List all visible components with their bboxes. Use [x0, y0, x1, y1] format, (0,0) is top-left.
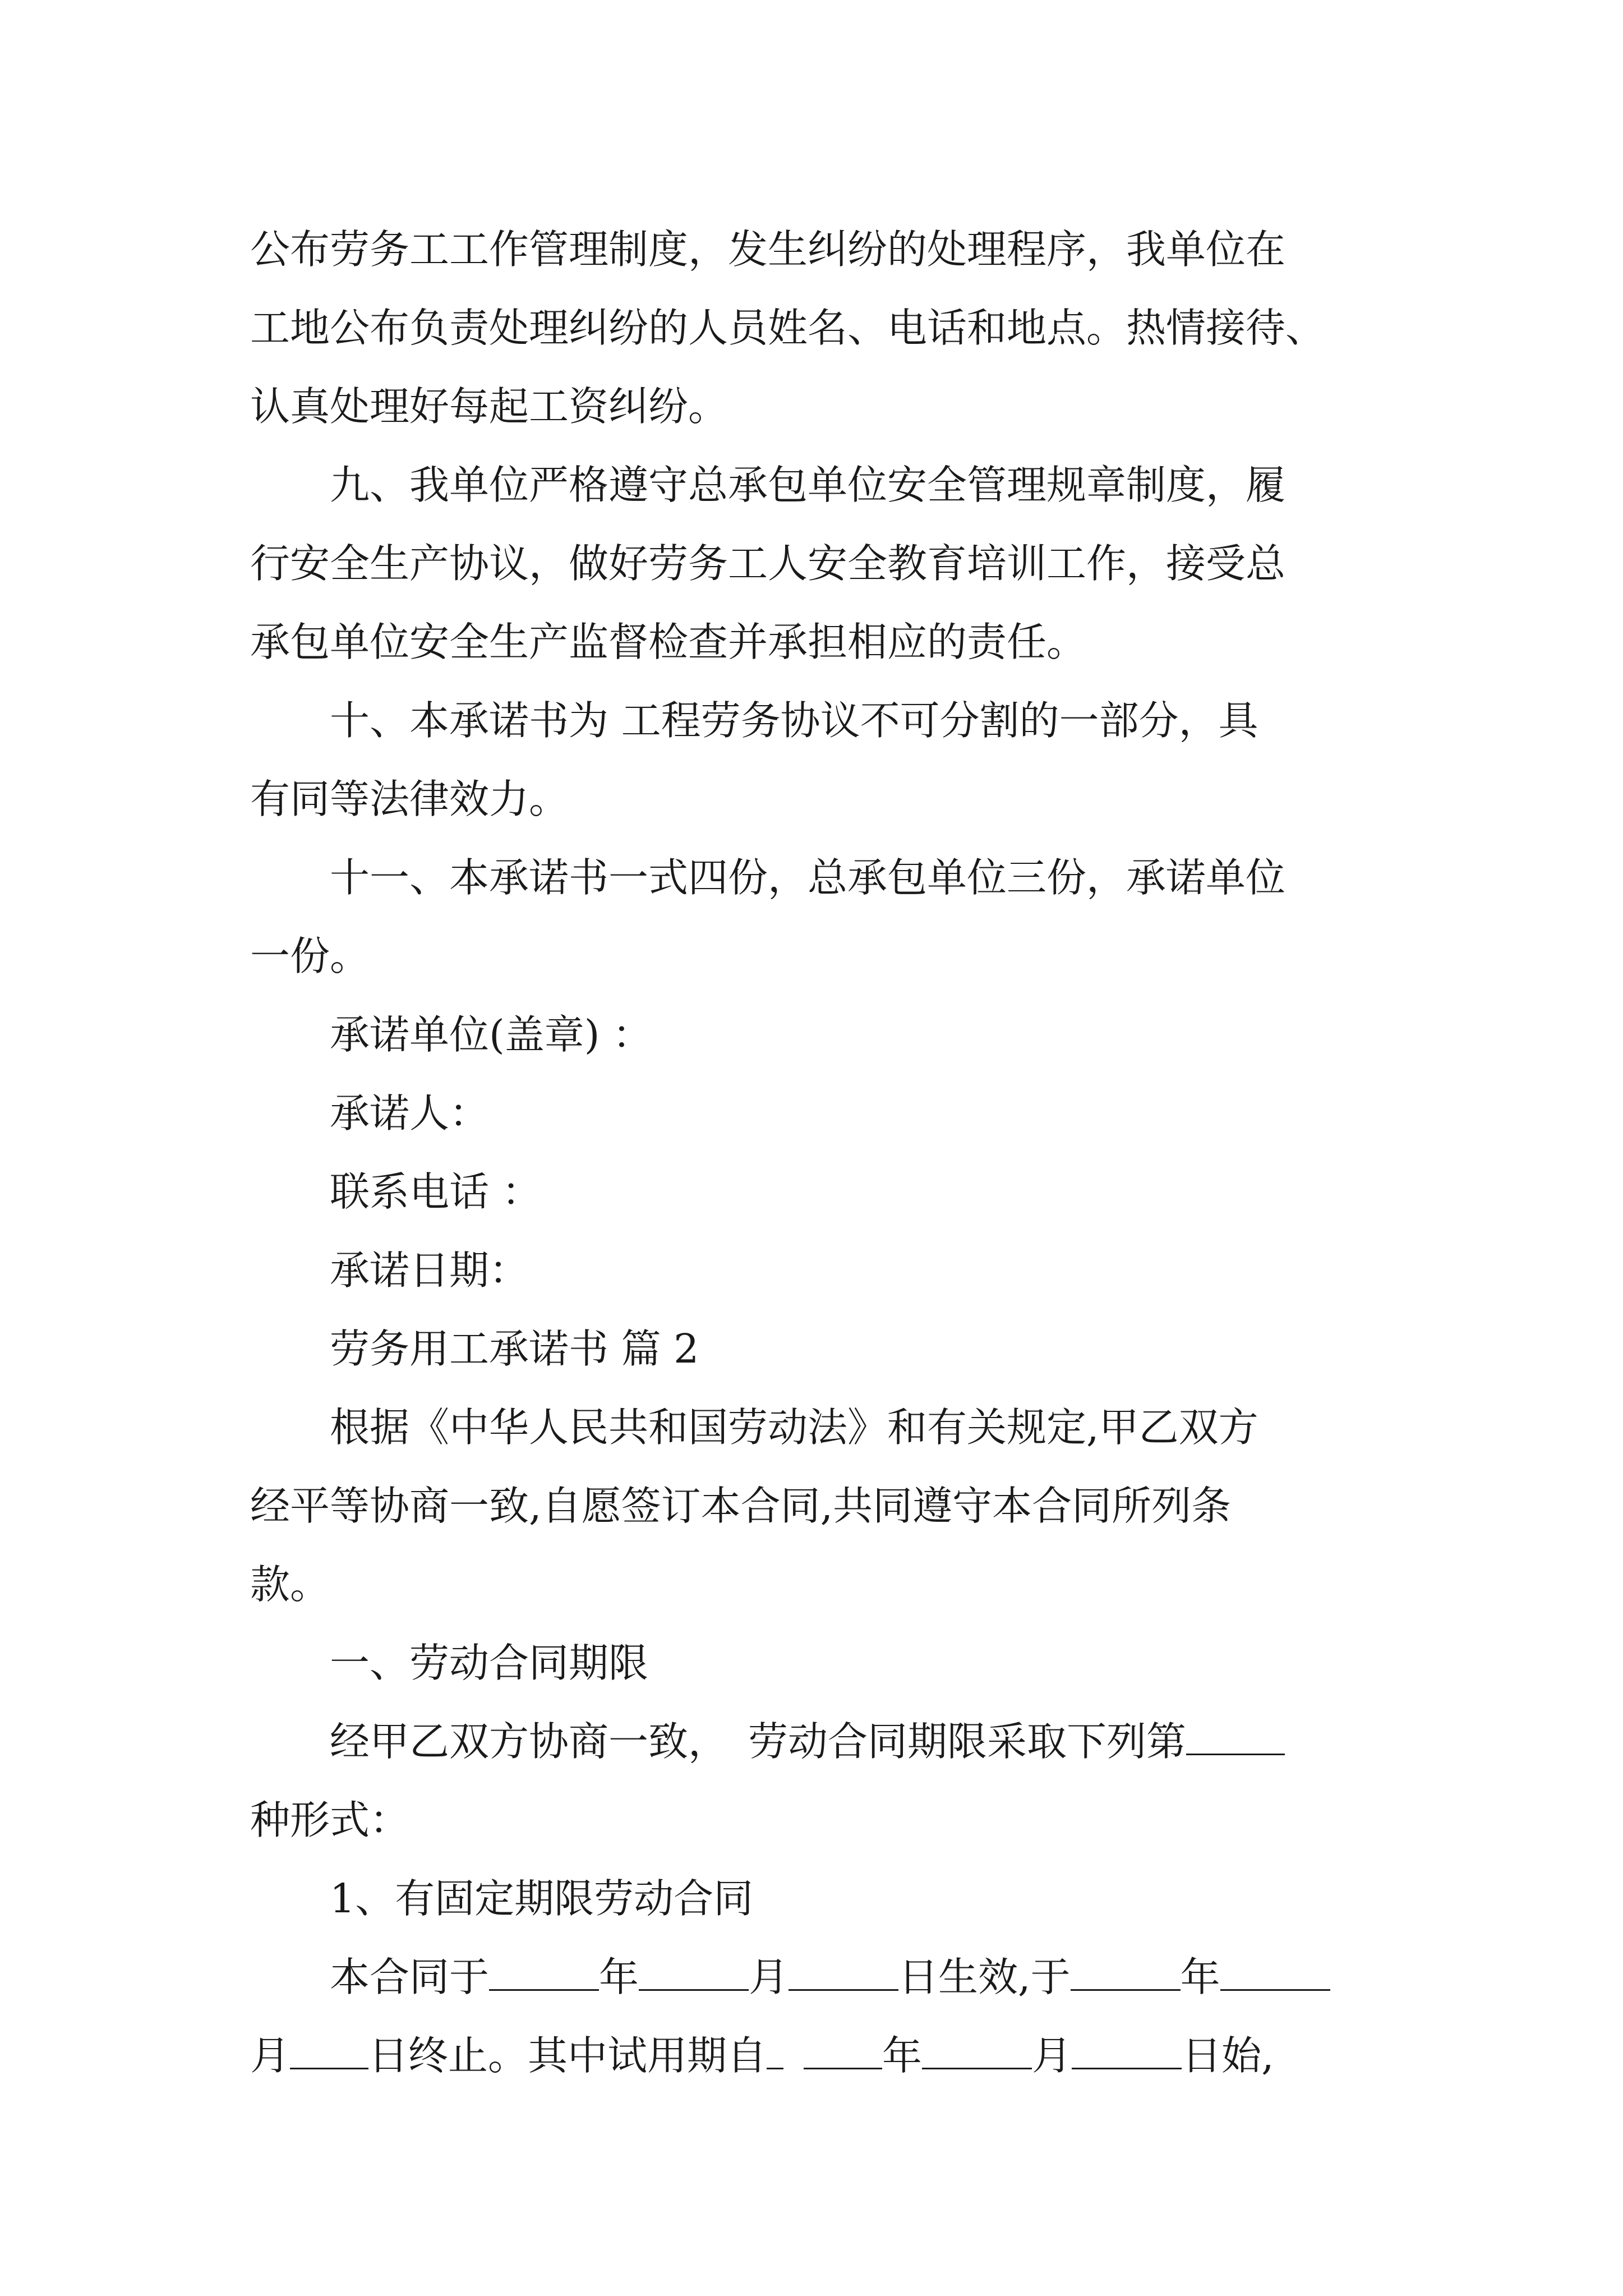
signature-person-label: 承诺人：	[330, 1090, 490, 1137]
fill-in-blank[interactable]	[1186, 1719, 1285, 1755]
text-segment: 劳动合同期限采取下列第	[748, 1718, 1187, 1765]
fill-in-blank[interactable]	[1071, 1954, 1181, 1991]
fill-in-blank[interactable]	[290, 2033, 368, 2069]
signature-date-line	[250, 1231, 1383, 1310]
text-line: 工地公布负责处理纠纷的人员姓名、电话和地点。热情接待、	[250, 305, 1326, 351]
text-line: 十、本承诺书为 工程劳务协议不可分割的一部分，具	[330, 697, 1258, 744]
text-line: 行安全生产协议，做好劳务工人安全教育培训工作，接受总	[250, 540, 1286, 587]
fill-in-blank[interactable]	[1220, 1954, 1330, 1991]
text-segment: 月	[250, 2032, 291, 2079]
list-item	[250, 1860, 1383, 1938]
paragraph-line	[250, 367, 1383, 446]
text-line: 公布劳务工工作管理制度，发生纠纷的处理程序，我单位在	[250, 226, 1286, 273]
text-line: 款。	[250, 1561, 330, 1608]
fill-in-blank[interactable]	[804, 2033, 882, 2069]
section-title-text: 劳务用工承诺书 篇 2	[330, 1326, 699, 1372]
text-segment: 日始,	[1182, 2032, 1274, 2079]
text-segment: 日终止。其中试用期自	[368, 2032, 767, 2079]
paragraph-line	[250, 917, 1383, 996]
text-line: 根据《中华人民共和国劳动法》和有关规定,甲乙双方	[330, 1404, 1258, 1451]
paragraph-line	[250, 524, 1383, 603]
signature-phone-label: 联系电话 ：	[330, 1168, 542, 1215]
text-line: 十一、本承诺书一式四份，总承包单位三份，承诺单位	[330, 854, 1286, 901]
text-line: 有同等法律效力。	[250, 776, 569, 822]
document-body	[250, 210, 1383, 2095]
paragraph-line	[250, 446, 1383, 524]
text-segment: 日生效,于	[898, 1954, 1071, 2000]
paragraph-line	[250, 603, 1383, 682]
list-item-text: 1、有固定期限劳动合同	[330, 1875, 754, 1922]
signature-unit-line	[250, 996, 1383, 1074]
text-segment: 月	[749, 1954, 789, 2000]
text-line: 种形式：	[250, 1797, 410, 1843]
heading-contract-term	[250, 1624, 1383, 1703]
paragraph-line	[250, 1467, 1383, 1545]
text-segment: 年	[882, 2032, 923, 2079]
text-segment: 年	[1180, 1954, 1220, 2000]
fill-in-blank[interactable]	[922, 2033, 1032, 2069]
text-line: 经平等协商一致,自愿签订本合同,共同遵守本合同所列条	[250, 1483, 1232, 1529]
text-line: 承包单位安全生产监督检查并承担相应的责任。	[250, 619, 1087, 665]
section-title	[250, 1310, 1383, 1388]
date-fill-line	[250, 1938, 1383, 2017]
heading-text: 一、劳动合同期限	[330, 1640, 649, 1686]
fill-in-blank[interactable]	[789, 1954, 898, 1991]
paragraph-line	[250, 760, 1383, 839]
signature-phone-line	[250, 1153, 1383, 1231]
signature-date-label: 承诺日期：	[330, 1247, 529, 1294]
signature-unit-label: 承诺单位(盖章) ：	[330, 1011, 652, 1058]
text-segment: 月	[1032, 2032, 1072, 2079]
text-line: 一份。	[250, 933, 370, 979]
text-line: 九、我单位严格遵守总承包单位安全管理规章制度，履	[330, 462, 1286, 508]
signature-person-line	[250, 1074, 1383, 1153]
paragraph-line	[250, 1388, 1383, 1467]
paragraph-line	[250, 1545, 1383, 1624]
fill-in-blank[interactable]	[767, 2033, 783, 2069]
paragraph-line	[250, 1781, 1383, 1860]
paragraph-line	[250, 839, 1383, 917]
paragraph-line	[250, 1703, 1383, 1781]
paragraph-line	[250, 210, 1383, 289]
text-line: 认真处理好每起工资纠纷。	[250, 383, 728, 430]
fill-in-blank[interactable]	[639, 1954, 749, 1991]
fill-in-blank[interactable]	[489, 1954, 599, 1991]
date-fill-line	[250, 2017, 1383, 2095]
text-segment: 经甲乙双方协商一致，	[330, 1718, 728, 1765]
paragraph-line	[250, 289, 1383, 367]
fill-in-blank[interactable]	[1072, 2033, 1182, 2069]
paragraph-line	[250, 682, 1383, 760]
text-segment: 本合同于	[330, 1954, 490, 2000]
text-segment: 年	[599, 1954, 639, 2000]
